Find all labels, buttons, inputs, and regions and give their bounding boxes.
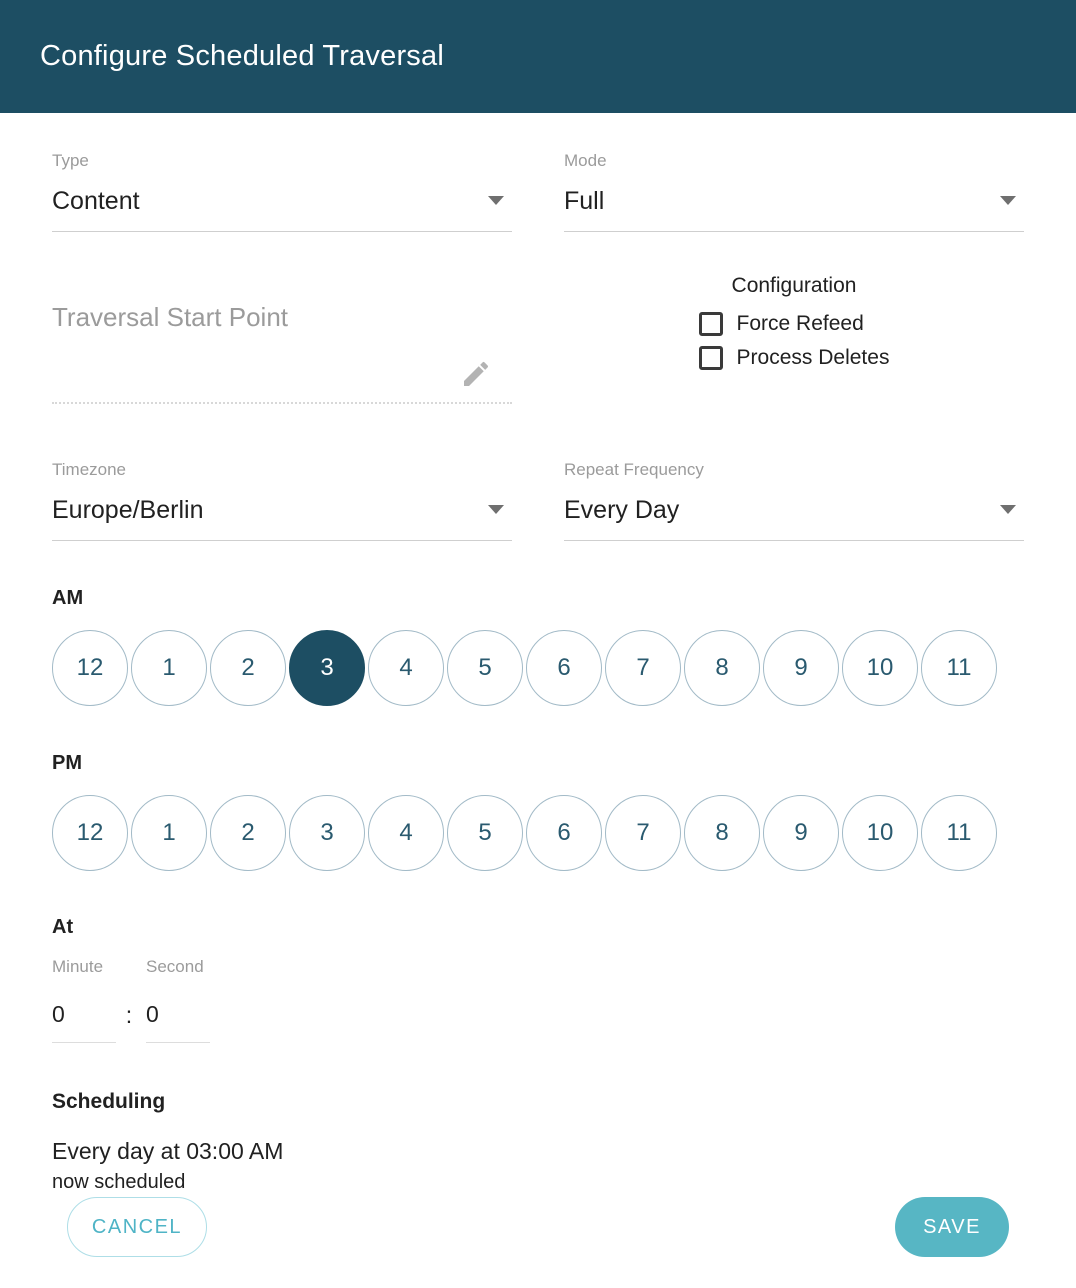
mode-select-control[interactable] — [564, 187, 1024, 232]
am-heading: AM — [52, 587, 84, 609]
dialog-title: Configure Scheduled Traversal — [40, 40, 444, 72]
chevron-down-icon[interactable] — [1000, 196, 1016, 205]
repeat-frequency-select[interactable] — [564, 442, 1024, 541]
hour-circle[interactable]: 6 — [526, 630, 602, 706]
time-colon-separator: : — [125, 1002, 133, 1028]
chevron-down-icon[interactable] — [1000, 505, 1016, 514]
hour-circle[interactable]: 10 — [842, 795, 918, 871]
pencil-edit-icon[interactable] — [460, 358, 492, 390]
repeat-frequency-label: Repeat Frequency — [564, 460, 704, 479]
save-button[interactable]: SAVE — [895, 1197, 1009, 1257]
timezone-select-control[interactable] — [52, 496, 512, 541]
repeat-frequency-select-control[interactable] — [564, 496, 1024, 541]
mode-label: Mode — [564, 151, 607, 170]
second-label: Second — [146, 957, 204, 976]
scheduling-heading: Scheduling — [52, 1090, 166, 1113]
hour-circle[interactable]: 5 — [447, 630, 523, 706]
hour-circle[interactable]: 7 — [605, 630, 681, 706]
type-value: Content — [52, 187, 140, 215]
repeat-frequency-value: Every Day — [564, 496, 680, 524]
hour-circle[interactable]: 11 — [921, 630, 997, 706]
mode-value: Full — [564, 187, 605, 215]
hour-circle[interactable]: 11 — [921, 795, 997, 871]
hour-circle[interactable]: 7 — [605, 795, 681, 871]
configuration-heading: Configuration — [731, 274, 857, 297]
hour-circle[interactable]: 1 — [131, 795, 207, 871]
second-field — [146, 957, 210, 1043]
process-deletes-label: Process Deletes — [736, 346, 890, 369]
scheduling-summary: Every day at 03:00 AM — [52, 1138, 284, 1164]
timezone-value: Europe/Berlin — [52, 496, 204, 524]
force-refeed-checkbox[interactable] — [699, 312, 723, 336]
hour-circle[interactable]: 9 — [763, 795, 839, 871]
scheduling-clipped-line: now scheduled — [52, 1171, 186, 1193]
chevron-down-icon[interactable] — [488, 505, 504, 514]
timezone-label: Timezone — [52, 460, 127, 479]
hour-circle[interactable]: 6 — [526, 795, 602, 871]
type-label: Type — [52, 151, 89, 170]
configuration-group — [564, 274, 1024, 370]
second-input[interactable]: 0 — [146, 1001, 210, 1043]
hour-circle[interactable]: 1 — [131, 630, 207, 706]
hour-circle[interactable]: 3 — [289, 630, 365, 706]
minute-field — [52, 957, 116, 1043]
hour-circle[interactable]: 12 — [52, 630, 128, 706]
timezone-select[interactable] — [52, 442, 512, 541]
pm-hour-row — [52, 795, 1024, 871]
type-select[interactable] — [52, 133, 512, 232]
traversal-start-point-field[interactable] — [52, 274, 512, 404]
process-deletes-checkbox[interactable] — [699, 346, 723, 370]
minute-input[interactable]: 0 — [52, 1001, 116, 1043]
process-deletes-option — [699, 346, 890, 370]
hour-circle[interactable]: 3 — [289, 795, 365, 871]
at-heading: At — [52, 916, 74, 938]
force-refeed-option — [699, 312, 890, 336]
hour-circle[interactable]: 10 — [842, 630, 918, 706]
force-refeed-label: Force Refeed — [736, 312, 864, 335]
hour-circle[interactable]: 2 — [210, 795, 286, 871]
chevron-down-icon[interactable] — [488, 196, 504, 205]
hour-circle[interactable]: 4 — [368, 795, 444, 871]
hour-circle[interactable]: 8 — [684, 630, 760, 706]
hour-circle[interactable]: 8 — [684, 795, 760, 871]
mode-select[interactable] — [564, 133, 1024, 232]
dialog-header — [0, 0, 1076, 113]
am-hour-row — [52, 630, 1024, 706]
type-select-control[interactable] — [52, 187, 512, 232]
hour-circle[interactable]: 5 — [447, 795, 523, 871]
minute-label: Minute — [52, 957, 104, 976]
hour-circle[interactable]: 2 — [210, 630, 286, 706]
pm-heading: PM — [52, 752, 82, 774]
hour-circle[interactable]: 9 — [763, 630, 839, 706]
hour-circle[interactable]: 12 — [52, 795, 128, 871]
cancel-button[interactable]: CANCEL — [67, 1197, 207, 1257]
traversal-start-point-placeholder: Traversal Start Point — [52, 302, 289, 332]
hour-circle[interactable]: 4 — [368, 630, 444, 706]
